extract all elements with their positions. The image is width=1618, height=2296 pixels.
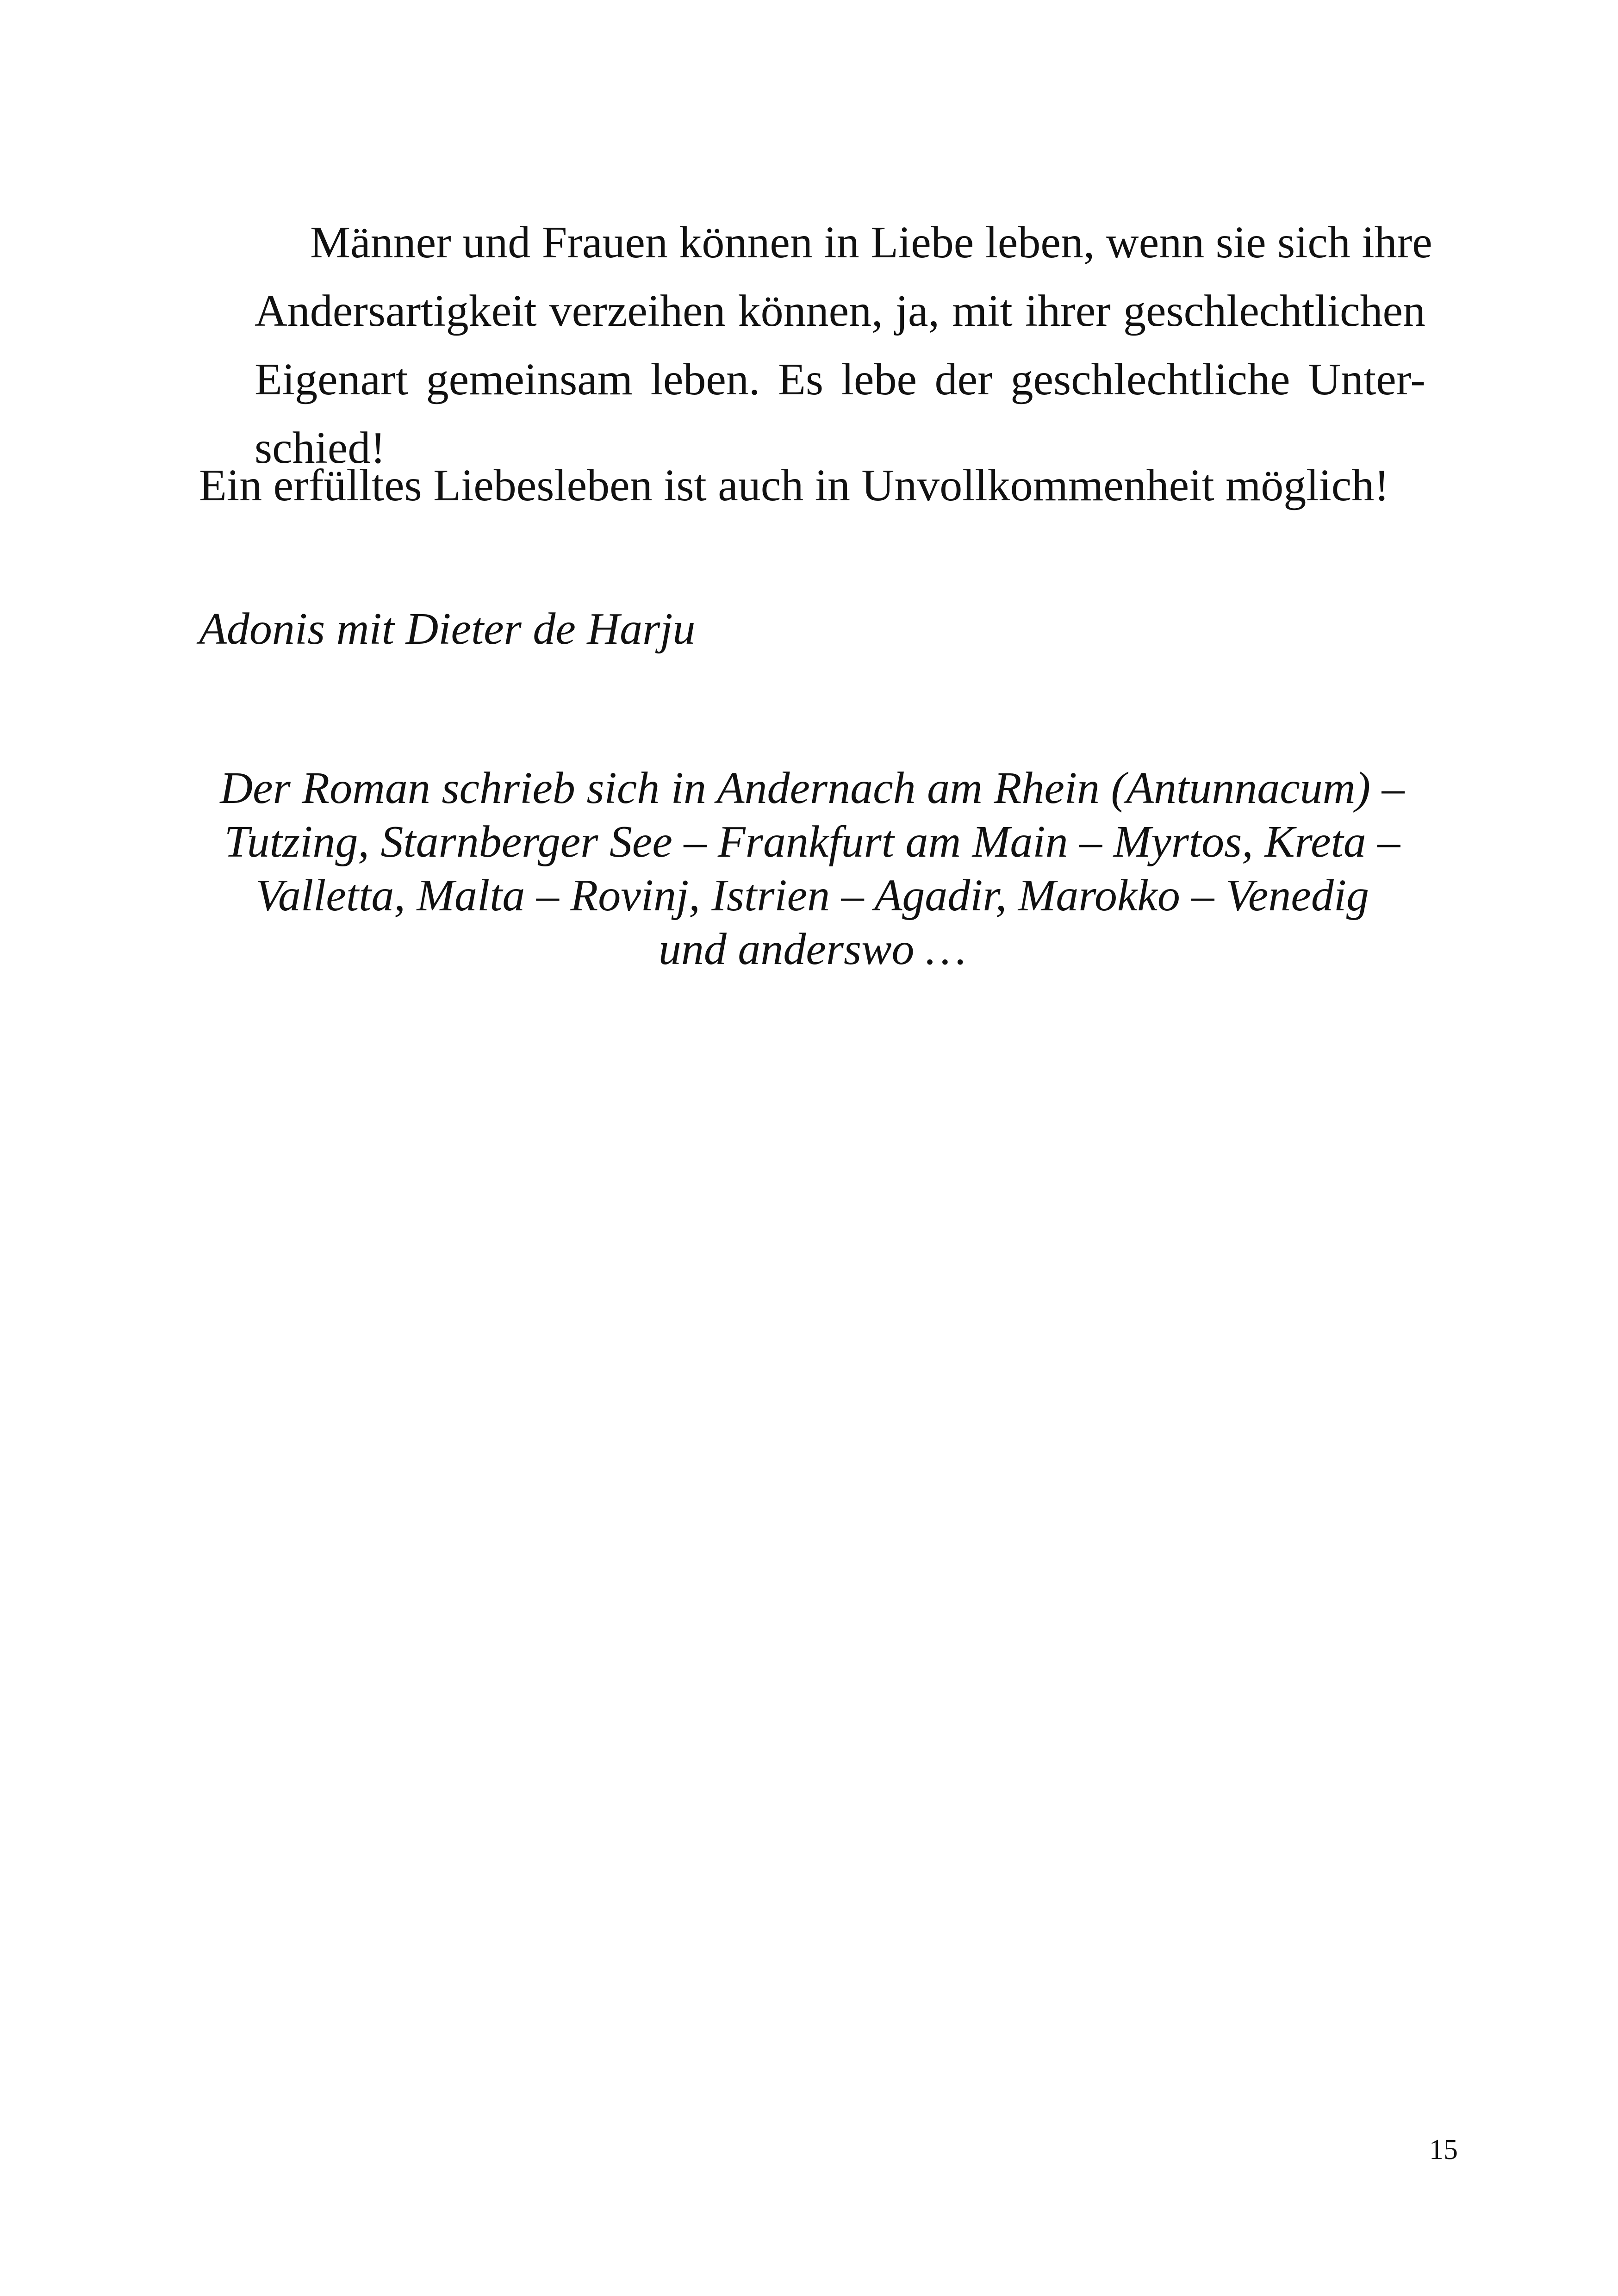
body-paragraph-1	[199, 208, 1432, 482]
locations-line: und anderswo …	[658, 924, 966, 974]
author-signature: Adonis mit Dieter de Harju	[199, 604, 696, 654]
paragraph-1-line: Andersartigkeit verzeihen können, ja, mit ihrer geschlechtlichen	[255, 286, 1425, 336]
paragraph-1-line: schied!	[255, 423, 386, 473]
body-paragraph-2: Ein erfülltes Liebesleben ist auch in Unvollkommenheit möglich!	[199, 460, 1389, 510]
writing-locations	[199, 761, 1425, 976]
locations-line: Der Roman schrieb sich in Andernach am Rhein (Antunnacum) –	[220, 763, 1405, 813]
page-number: 15	[1429, 2134, 1458, 2165]
paragraph-1-line: Eigenart gemeinsam leben. Es lebe der geschlechtliche Unter-	[255, 355, 1425, 404]
locations-line: Valletta, Malta – Rovinj, Istrien – Agadir, Marokko – Venedig	[255, 871, 1369, 921]
paragraph-1-line: Männer und Frauen können in Liebe leben, wenn sie sich ihre	[310, 218, 1432, 268]
locations-line: Tutzing, Starnberger See – Frankfurt am Main – Myrtos, Kreta –	[224, 817, 1400, 867]
